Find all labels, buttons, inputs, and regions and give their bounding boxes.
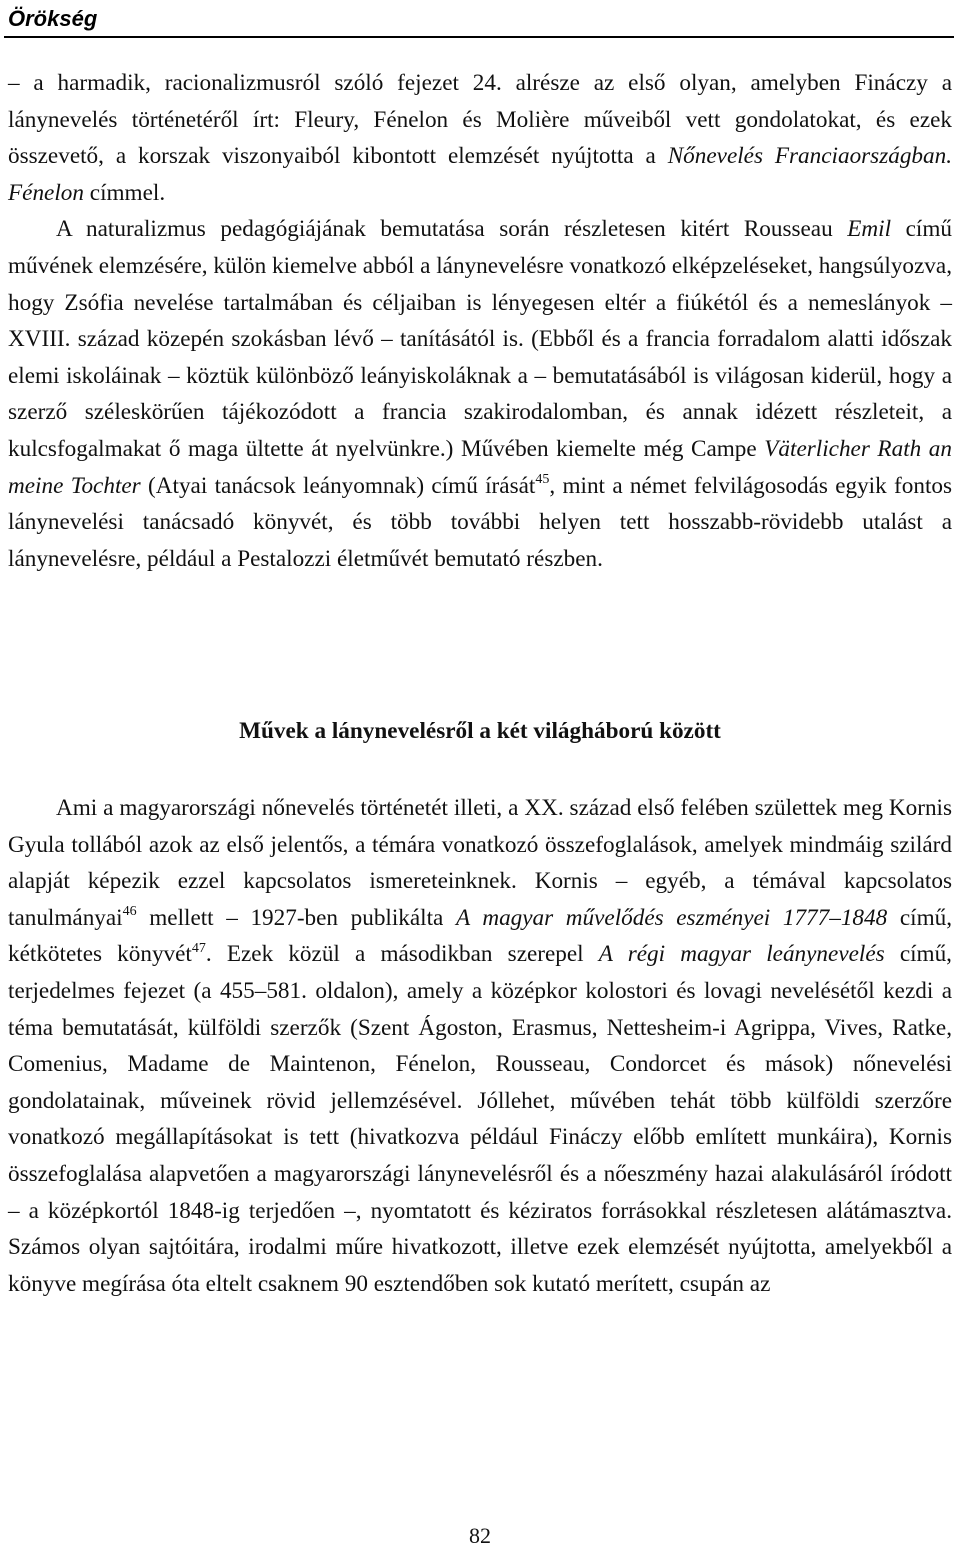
running-header xyxy=(0,0,960,40)
header-divider xyxy=(4,36,954,38)
italic-title-nonevelés: Nőnevelés Franciaországban. Fénelon xyxy=(8,143,952,206)
main-text-block xyxy=(8,65,952,577)
paragraph-2: A naturalizmus pedagógiájának bemutatása során részletesen kitért Rousseau Emil című művének elemzésére, külön kiemelve abból a lánynevelésre vonatkozó elképzeléseket, hangsúlyozva, hogy Zsófia nevelése tartalmában és céljaiban is lényegesen eltér a fiúkétól és a nemeslányok – XVIII. század közepén szokásban lévő – tanításától is. (Ebből és a francia forradalom alatti időszak elemi iskoláinak – köztük különböző leányiskoláknak a – bemutatásából is világosan kiderül, hogy a szerző széleskörűen tájékozódott a francia szakirodalomban, és annak idézett részleteit, a kulcsfogalmakat ő maga ültette át nyelvünkre.) Művében kiemelte még Campe Väterlicher Rath an meine Tochter (Atyai tanácsok leányomnak) című írását$^{45}$, mint a német felvilágosodás egyik fontos lánynevelési tanácsadó könyvét, és több további helyen tett hosszabb-rövidebb utalást a lánynevelésre, például a Pestalozzi életművét bemutató részben. xyxy=(8,216,953,572)
italic-title-chapter: A régi magyar leánynevelés xyxy=(598,941,885,968)
footnote-ref-47[interactable]: 47 xyxy=(191,940,206,956)
section-heading: Művek a lánynevelésről a két világháború között xyxy=(239,718,721,744)
italic-title-book: A magyar művelődés eszményei 1777–1848 xyxy=(455,904,888,931)
running-header-title: Örökség xyxy=(8,6,98,31)
paragraph-1: – a harmadik, racionalizmusról szóló fejezet 24. alrésze az első olyan, amelyben Fináczy a lánynevelés történetéről írt: Fleury, Fénelon és Molière műveiből vett gondolatokat, és ezek összevető, a korszak viszonyaiból kibontott elemzését nyújtotta a Nőnevelés Franciaországban. Fénelon címmel. xyxy=(8,70,952,206)
italic-title-campe: Väterlicher Rath an meine Tochter xyxy=(8,435,952,499)
main-text-block-2 xyxy=(8,790,952,1302)
footnote-ref-45[interactable]: 45 xyxy=(535,471,550,487)
paragraph-3: Ami a magyarországi nőnevelés történetét illeti, a XX. század első felében születtek meg Kornis Gyula tollából azok az első jelentős, a témára vonatkozó összefoglalások, amelyek mindmáig szilárd alapját képezik ezzel kapcsolatos ismereteinknek. Kornis – egyéb, a témával kapcsolatos tanulmányai$^{46}$ mellett – 1927-ben publikálta A magyar művelődés eszményei 1777–1848 című, kétkötetes könyvét$^{47}$. Ezek közül a másodikban szerepel A régi magyar leánynevelés című, terjedelmes fejezet (a 455–581. oldalon), amely a középkor kolostori és lovagi nevelésétől kezdi a téma bemutatását, külföldi szerzők (Szent Ágoston, Erasmus, Nettesheim-i Agrippa, Vives, Ratke, Comenius, Madame de Maintenon, Fénelon, Rousseau, Condorcet és mások) nőnevelési gondolatainak, műveinek rövid jellemzésével. Jóllehet, művében tehát több külföldi szerzőre vonatkozó megállapításokat is tett (hivatkozva például Fináczy előbb említett munkáira), Kornis összefoglalása alapvetően a magyarországi lánynevelésről és a nőeszmény hazai alakulásáról íródott – a középkortól 1848-ig terjedően –, nyomtatott és kéziratos forrásokkal részletesen alátámasztva. Számos olyan sajtóitára, irodalmi műre hivatkozott, illetve ezek elemzését nyújtotta, amelyekből a könyve megírása óta eltelt csaknem 90 esztendőben sok kutató merített, csupán az xyxy=(8,795,952,1297)
footnote-ref-46[interactable]: 46 xyxy=(122,904,137,920)
italic-title-emil: Emil xyxy=(847,216,892,243)
page-number: 82 xyxy=(469,1523,491,1548)
